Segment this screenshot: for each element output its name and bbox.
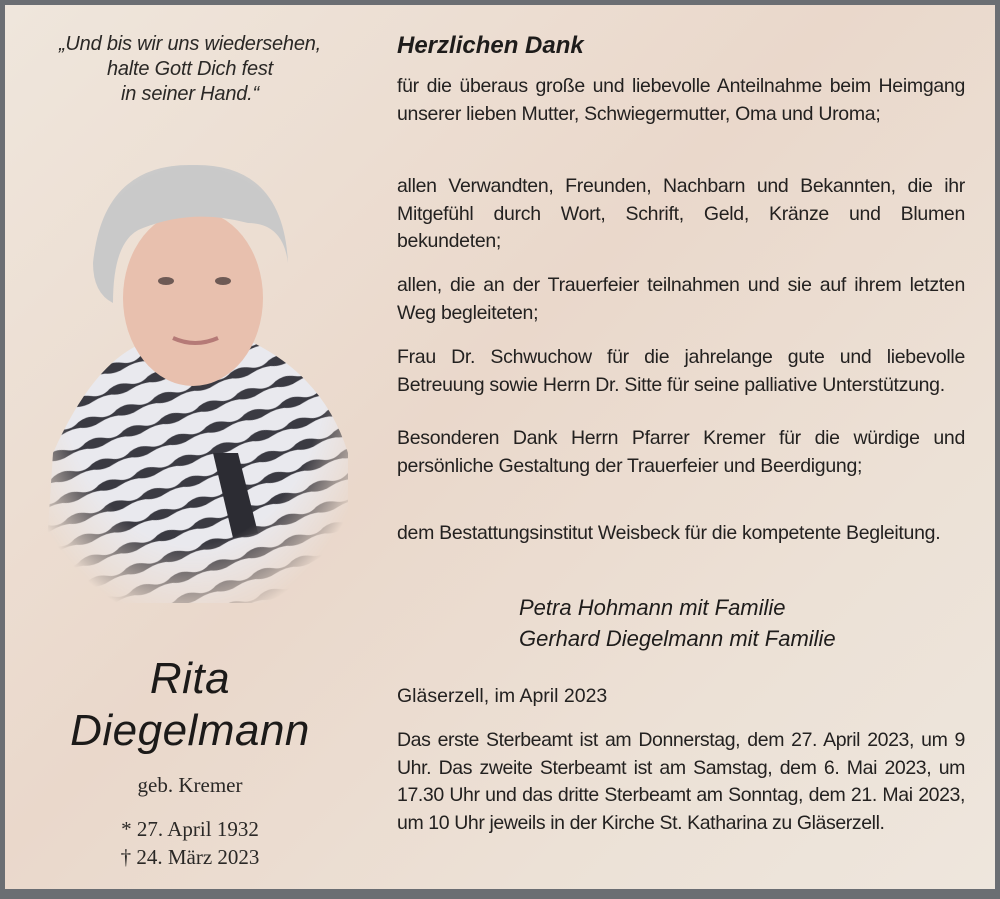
signatures (519, 592, 836, 654)
maiden-name: geb. Kremer (137, 773, 243, 797)
memorial-quote (5, 32, 375, 107)
left-column (5, 5, 375, 889)
signature-line: Gerhard Diegelmann mit Familie (519, 626, 836, 651)
thanks-paragraph: für die überaus große und liebevolle Anteilnahme beim Heimgang unserer lieben Mutter, Schwiegermutter, Oma und Uroma; (397, 75, 965, 125)
service-info: Das erste Sterbeamt ist am Donnerstag, dem 27. April 2023, um 9 Uhr. Das zweite Sterbeamt ist am Samstag, dem 6. Mai 2023, um 17.30 Uhr und das dritte Sterbeamt am Sonntag, dem 21. Mai 2023, um 10 Uhr jeweils in der Kirche St. Katharina zu Gläserzell. (397, 729, 965, 834)
portrait-illustration (33, 153, 353, 603)
thanks-paragraph: allen, die an der Trauerfeier teilnahmen und sie auf ihrem letzten Weg begleiteten; (397, 274, 965, 324)
thanks-paragraph: allen Verwandten, Freunden, Nachbarn und Bekannten, die ihr Mitgefühl durch Wort, Schrift, Geld, Kränze und Blumen bekundeten; (397, 175, 965, 252)
thanks-heading: Herzlichen Dank (397, 32, 584, 59)
death-date: † 24. März 2023 (120, 845, 260, 869)
portrait-photo (33, 153, 353, 603)
last-name: Diegelmann (70, 706, 310, 755)
quote-line: „Und bis wir uns wiedersehen, (58, 33, 322, 55)
thanks-paragraph: Frau Dr. Schwuchow für die jahrelange gute und liebevolle Betreuung sowie Herrn Dr. Sitte für seine palliative Unterstützung. (397, 346, 965, 396)
place-date: Gläserzell, im April 2023 (397, 685, 608, 707)
thanks-paragraph: dem Bestattungsinstitut Weisbeck für die kompetente Begleitung. (397, 522, 941, 544)
obituary-card (5, 5, 995, 889)
birth-date: * 27. April 1932 (121, 817, 259, 841)
deceased-name (5, 653, 375, 757)
life-dates (5, 815, 375, 871)
first-name: Rita (149, 654, 231, 703)
signature-line: Petra Hohmann mit Familie (519, 595, 786, 620)
quote-line: halte Gott Dich fest (106, 58, 274, 80)
thanks-paragraph: Besonderen Dank Herrn Pfarrer Kremer für die würdige und persönliche Gestaltung der Trauerfeier und Beerdigung; (397, 427, 965, 477)
quote-line: in seiner Hand.“ (121, 83, 259, 105)
